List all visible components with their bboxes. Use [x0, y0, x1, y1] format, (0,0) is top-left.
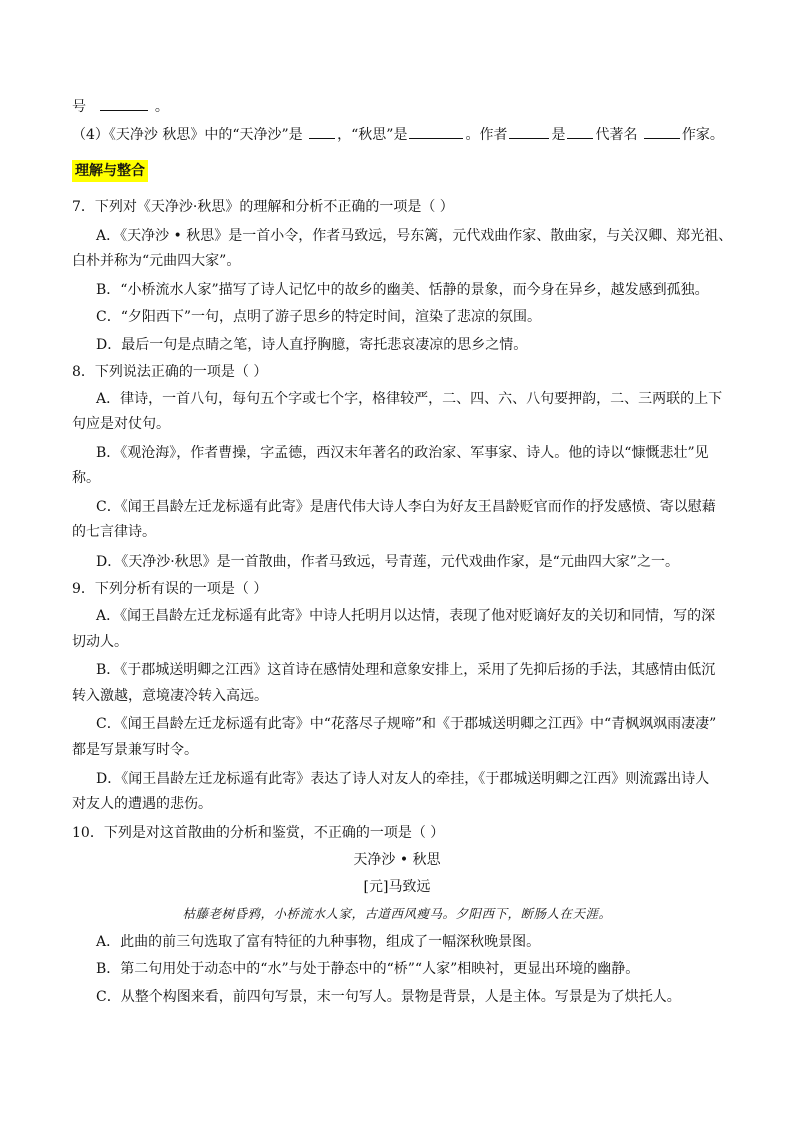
q8-option-a[interactable]: A．律诗，一首八句，每句五个字或七个字，格律较严，二、四、六、八句要押韵，二、三两联的上下	[96, 391, 723, 407]
q7-option-d[interactable]: D．最后一句是点睛之笔，诗人直抒胸臆，寄托悲哀凄凉的思乡之情。	[96, 337, 528, 353]
q4-suffix: 作家。	[681, 127, 724, 143]
poem-author: [元]马致远	[363, 879, 431, 895]
q9-option-d-cont: 对友人的遭遇的悲伤。	[72, 796, 212, 812]
q9-stem: 9．下列分析有误的一项是（ ）	[72, 581, 268, 597]
period-text: 。	[154, 99, 169, 115]
poem-title: 天净沙 • 秋思	[353, 852, 441, 868]
question-4	[72, 124, 724, 145]
q9-option-b[interactable]: B．《于郡城送明卿之江西》这首诗在感情处理和意象安排上，采用了先抑后扬的手法，其感情由低沉	[96, 662, 716, 678]
q8-option-b[interactable]: B．《观沧海》，作者曹操，字孟德，西汉末年著名的政治家、军事家、诗人。他的诗以“慷慨悲壮”见	[96, 445, 709, 461]
prev-question-tail	[72, 96, 169, 117]
section-title: 理解与整合	[72, 160, 148, 182]
q4-mid4: 代著名	[595, 127, 638, 143]
q4-mid3: 是	[551, 127, 566, 143]
q9-option-c[interactable]: C．《闻王昌龄左迁龙标遥有此寄》中“花落尽子规啼”和《于郡城送明卿之江西》中“青枫飒飒雨凄凄”	[96, 716, 717, 732]
q9-option-d[interactable]: D．《闻王昌龄左迁龙标遥有此寄》表达了诗人对友人的牵挂，《于郡城送明卿之江西》则流露出诗人	[96, 771, 710, 787]
q7-option-b[interactable]: B．“小桥流水人家”描写了诗人记忆中的故乡的幽美、恬静的景象，而今身在异乡，越发感到孤独。	[96, 282, 709, 298]
q8-stem: 8．下列说法正确的一项是（ ）	[72, 364, 268, 380]
answer-blank[interactable]	[567, 124, 593, 139]
answer-blank[interactable]	[309, 124, 335, 139]
poem-text: 枯藤老树昏鸦，小桥流水人家，古道西风瘦马。夕阳西下，断肠人在天涯。	[182, 906, 612, 921]
q9-option-a[interactable]: A．《闻王昌龄左迁龙标遥有此寄》中诗人托明月以达情，表现了他对贬谪好友的关切和同情，写的深	[96, 608, 716, 624]
q7-option-a-cont: 白朴并称为“元曲四大家”。	[72, 253, 241, 269]
q8-option-d[interactable]: D．《天净沙·秋思》是一首散曲，作者马致远，号青莲，元代戏曲作家，是“元曲四大家”之一。	[96, 554, 679, 570]
q8-option-b-cont: 称。	[72, 470, 100, 486]
q10-stem: 10．下列是对这首散曲的分析和鉴赏，不正确的一项是（ ）	[72, 825, 445, 841]
q7-option-a[interactable]: A．《天净沙 • 秋思》是一首小令，作者马致远，号东篱，元代戏曲作家、散曲家，与关汉卿、郑光祖、	[96, 228, 733, 244]
q10-option-a[interactable]: A．此曲的前三句选取了富有特征的九种事物，组成了一幅深秋晚景图。	[96, 934, 541, 950]
q10-option-c[interactable]: C．从整个构图来看，前四句写景，末一句写人。景物是背景，人是主体。写景是为了烘托人。	[96, 989, 681, 1005]
q7-option-c[interactable]: C．“夕阳西下”一句，点明了游子思乡的特定时间，渲染了悲凉的氛围。	[96, 309, 542, 325]
hao-text: 号	[72, 99, 86, 115]
answer-blank[interactable]	[409, 124, 463, 139]
q8-option-c[interactable]: C．《闻王昌龄左迁龙标遥有此寄》是唐代伟大诗人李白为好友王昌龄贬官而作的抒发感愤、寄以慰藉	[96, 499, 716, 515]
q4-mid2: 。作者	[465, 127, 508, 143]
q8-option-c-cont: 的七言律诗。	[72, 524, 156, 540]
q4-prefix: （4）《天净沙 秋思》中的“天净沙”是	[72, 127, 303, 143]
q9-option-a-cont: 切动人。	[72, 634, 128, 650]
answer-blank[interactable]	[644, 124, 680, 139]
q4-mid1: ，“秋思”是	[337, 127, 408, 143]
q8-option-a-cont: 句应是对仗句。	[72, 416, 170, 432]
answer-blank[interactable]	[100, 96, 148, 111]
q9-option-c-cont: 都是写景兼写时令。	[72, 742, 198, 758]
answer-blank[interactable]	[509, 124, 549, 139]
q9-option-b-cont: 转入激越，意境凄冷转入高远。	[72, 688, 268, 704]
q10-option-b[interactable]: B．第二句用处于动态中的“水”与处于静态中的“桥”“人家”相映衬，更显出环境的幽静。	[96, 961, 640, 977]
q7-stem: 7．下列对《天净沙·秋思》的理解和分析不正确的一项是（ ）	[72, 199, 454, 215]
